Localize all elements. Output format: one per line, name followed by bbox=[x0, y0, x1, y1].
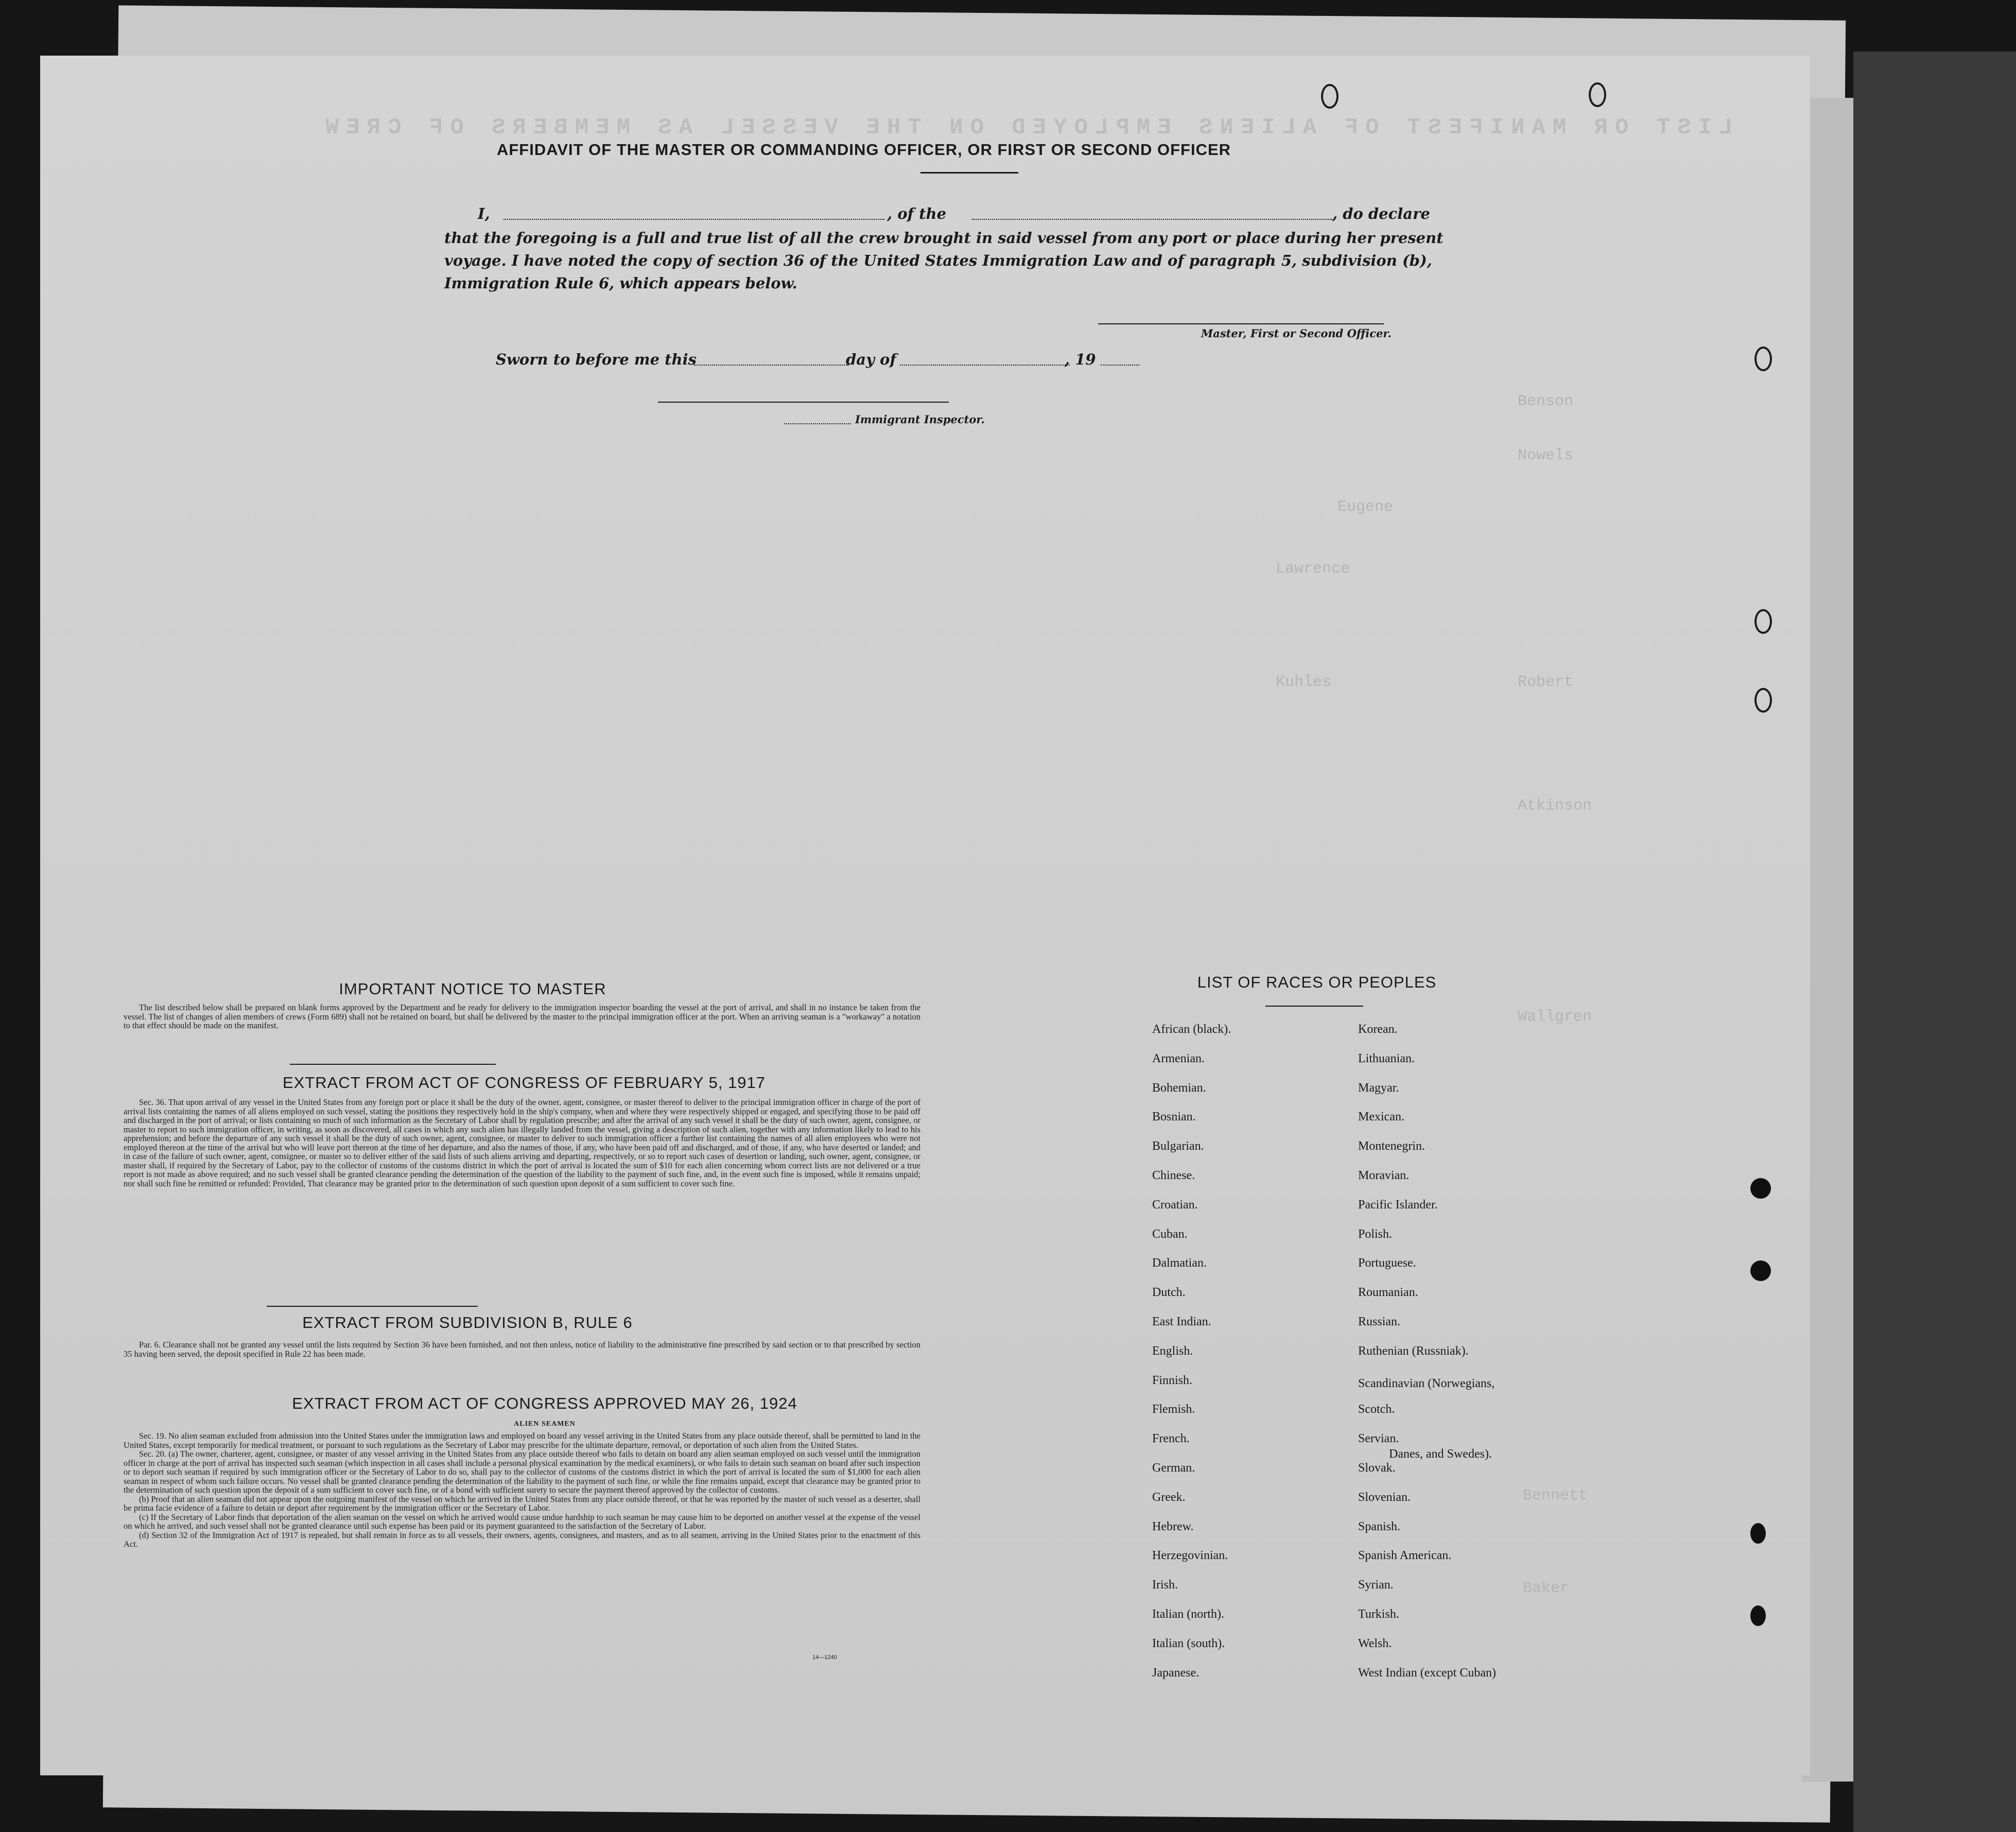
vessel-blank bbox=[972, 219, 1332, 220]
punch-hole bbox=[1754, 688, 1772, 713]
bleed-through-text: Atkinson bbox=[1518, 797, 1592, 815]
race-item: Spanish. bbox=[1358, 1519, 1401, 1533]
race-item: Hebrew. bbox=[1152, 1519, 1194, 1533]
extract-1924-title: EXTRACT FROM ACT OF CONGRESS APPROVED MAY 26, 1924 bbox=[292, 1394, 797, 1412]
bleed-through-text: Eugene bbox=[1337, 498, 1394, 516]
day-of-text: day of bbox=[846, 351, 896, 368]
bleed-through-text: Kuhles bbox=[1276, 673, 1332, 691]
extract-1917-title: EXTRACT FROM ACT OF CONGRESS OF FEBRUARY 5, 1917 bbox=[282, 1074, 766, 1092]
bleed-through-text: Benson bbox=[1518, 393, 1574, 410]
day-blank bbox=[694, 365, 848, 366]
extract-1924-text: Sec. 19. No alien seaman excluded from admission into the United States under the immigration laws and employed on board any vessel arriving in the United States from any place outside thereof, shall be permitted to land in the United States, except temporarily for medical treatment, or pursuant to such regulations as the Secretary of Labor may prescribe for the ultimate departure, removal, or deportation of such alien from the United States. Sec. 20. (a) The owner, charterer, agent, consignee, or master of any vessel arriving in the United States from any place outside thereof who fails to detain on board any alien seaman employed on such vessel until the immigration officer in charge at the port of arrival has inspected such seaman (which inspection in all cases shall include a personal physical examination by the medical examiners), or who fails to detain such seaman on board after such inspection or to deport such seaman if required by such immigration officer or the Secretary of Labor to do so, shall pay to the collector of customs of the customs district in which the port of arrival is located the sum of $1,000 for each alien seaman in respect of whom such failure occurs. No vessel shall be granted clearance pending the determination of the liability to the payment of such fine, or while the fine remains unpaid, except that clearance may be granted prior to the determination of such question upon the deposit of a sum sufficient to cover such fine, or of a bond with sufficient surety to secure the payment thereof approved by the collector of customs. (b) Proof that an alien seaman did not appear upon the outgoing manifest of the vessel on which he arrived in the United States from any place outside thereof, or that he was reported by the master of such vessel as a deserter, shall be prima facie evidence of a failure to detain or deport after requirement by the immigration officer or the Secretary of Labor. (c) If the Secretary of Labor finds that deportation of the alien seaman on the vessel on which he arrived would cause undue hardship to such seaman he may cause him to be deported on another vessel at the expense of the vessel on which he arrived, and such vessel shall not be granted clearance until such expense has been paid or its payment guaranteed to the satisfaction of the Secretary of Labor. (d) Section 32 of the Immigration Act of 1917 is repealed, but shall remain in force as to all vessels, their owners, agents, consignees, and masters, and as to all seamen, arriving in the United States prior to the enactment of this Act. bbox=[124, 1431, 920, 1549]
race-item: Welsh. bbox=[1358, 1636, 1392, 1650]
race-item: Italian (north). bbox=[1152, 1608, 1224, 1621]
punch-hole bbox=[1589, 82, 1606, 107]
affidavit-i: I, bbox=[478, 205, 490, 222]
extract-1917-text: Sec. 36. That upon arrival of any vessel in the United States from any foreign port or place it shall be the duty of the owner, agent, consignee, or master thereof to deliver to the principal immigration officer in charge of the port of arrival lists containing the names of all aliens employed on such vessel, stating the positions they respectively hold in the ship's company, when and where they were respectively shipped or engaged, and specifying those to be paid off and discharged in the port of arrival; or lists containing so much of such information as the Secretary of Labor shall by regulation prescribe; and after the arrival of any such vessel it shall be the duty of such owner, agent, consignee, or master to report to such immigration officer, in writing, as soon as discovered, all cases in which any such alien has illegally landed from the vessel, giving a description of such alien, together with any information likely to lead to his apprehension; and before the departure of any such vessel it shall be the duty of such owner, agent, consignee, or master to deliver to such immigration officer a further list containing the names of all alien employees who were not employed thereon at the time of the arrival but who will leave port thereon at the time of her departure, and also the names of those, if any, who have been paid off and discharged, and of those, if any, who have deserted or landed; and in case of the failure of such owner, agent, consignee, or master so to deliver either of the said lists of such aliens arriving and departing, respectively, or so to report such cases of desertion or landing, such owner, agent, consignee, or master shall, if required by the Secretary of Labor, pay to the collector of customs of the customs district in which the port of arrival is located the sum of $10 for each alien concerning whom correct lists are not delivered or a true report is not made as above required; and no such vessel shall be granted clearance pending the determination of the question of the liability to the payment of such fine, and, in the event such fine is imposed, while it remains unpaid; nor shall such fine be remitted or refunded: Provided, That clearance may be granted prior to the determination of such question upon deposit of a sum sufficient to cover such fine. bbox=[124, 1097, 920, 1188]
race-item: Scandinavian (Norwegians, bbox=[1358, 1376, 1495, 1390]
alien-seamen-subtitle: ALIEN SEAMEN bbox=[514, 1420, 576, 1428]
race-item: Croatian. bbox=[1152, 1198, 1198, 1212]
race-item: Lithuanian. bbox=[1358, 1051, 1415, 1065]
race-item: Magyar. bbox=[1358, 1081, 1399, 1095]
name-blank bbox=[503, 219, 884, 220]
bleed-through-text: Wallgren bbox=[1518, 1008, 1592, 1026]
title-underline bbox=[920, 172, 1018, 174]
race-item: Turkish. bbox=[1358, 1608, 1399, 1621]
bleed-through-text: Bennett bbox=[1523, 1487, 1588, 1505]
background-edge bbox=[1853, 51, 2016, 1832]
form-number: 14—1240 bbox=[812, 1654, 837, 1661]
punch-mark bbox=[1750, 1605, 1766, 1626]
race-item: Russian. bbox=[1358, 1315, 1401, 1328]
race-item: Moravian. bbox=[1358, 1169, 1410, 1182]
affidavit-line4: Immigration Rule 6, which appears below. bbox=[444, 274, 797, 292]
race-item: Syrian. bbox=[1358, 1578, 1394, 1592]
race-item: Chinese. bbox=[1152, 1169, 1195, 1182]
race-item: English. bbox=[1152, 1344, 1193, 1358]
punch-mark bbox=[1750, 1523, 1766, 1544]
extract-rule6-title: EXTRACT FROM SUBDIVISION B, RULE 6 bbox=[302, 1313, 633, 1332]
race-item: Cuban. bbox=[1152, 1227, 1188, 1241]
punch-mark bbox=[1750, 1178, 1771, 1199]
race-item: Pacific Islander. bbox=[1358, 1198, 1438, 1212]
race-item: Korean. bbox=[1358, 1023, 1398, 1036]
race-item: Herzegovinian. bbox=[1152, 1549, 1228, 1563]
race-item: German. bbox=[1152, 1461, 1195, 1475]
race-item: African (black). bbox=[1152, 1023, 1231, 1036]
punch-mark bbox=[1750, 1260, 1771, 1281]
race-item: Montenegrin. bbox=[1358, 1139, 1425, 1153]
punch-hole bbox=[1754, 609, 1772, 634]
race-item: Slovenian. bbox=[1358, 1490, 1411, 1504]
races-title: LIST OF RACES OR PEOPLES bbox=[1197, 973, 1437, 991]
manifest-back-page bbox=[40, 56, 1810, 1775]
master-signature-line bbox=[1098, 323, 1384, 324]
bleed-through-text: Lawrence bbox=[1276, 560, 1350, 578]
sworn-text: Sworn to before me this bbox=[496, 351, 697, 368]
race-item: Bohemian. bbox=[1152, 1081, 1206, 1095]
race-item: Flemish. bbox=[1152, 1403, 1195, 1416]
race-item: Japanese. bbox=[1152, 1666, 1200, 1680]
punch-hole bbox=[1754, 347, 1772, 371]
race-item: Ruthenian (Russniak). bbox=[1358, 1344, 1469, 1358]
affidavit-title: AFFIDAVIT OF THE MASTER OR COMMANDING OFFICER, OR FIRST OR SECOND OFFICER bbox=[496, 141, 1231, 159]
punch-hole bbox=[1321, 84, 1339, 109]
bleed-through-text: Robert bbox=[1518, 673, 1574, 691]
race-item: Roumanian. bbox=[1358, 1286, 1418, 1300]
race-item: Irish. bbox=[1152, 1578, 1178, 1592]
divider bbox=[267, 1306, 478, 1307]
race-item: Dalmatian. bbox=[1152, 1256, 1207, 1270]
race-item: Scotch. bbox=[1358, 1403, 1395, 1416]
affidavit-of-the: , of the bbox=[887, 205, 947, 222]
race-item: Servian. bbox=[1358, 1432, 1399, 1446]
races-underline bbox=[1265, 1006, 1363, 1007]
master-label: Master, First or Second Officer. bbox=[1201, 327, 1392, 340]
affidavit-declare: , do declare bbox=[1332, 205, 1430, 222]
race-item: Dutch. bbox=[1152, 1286, 1186, 1300]
bleed-through-text: Nowels bbox=[1518, 447, 1574, 464]
extract-rule6-text: Par. 6. Clearance shall not be granted any vessel until the lists required by Section 36 have been furnished, and not then unless, notice of liability to the administrative fine prescribed by said section or to that prescribed by section 35 having been served, the deposit specified in Rule 22 has been made. bbox=[124, 1340, 920, 1359]
race-item: Danes, and Swedes). bbox=[1389, 1447, 1492, 1461]
bleed-through-text: Baker bbox=[1523, 1580, 1570, 1597]
race-item: Bulgarian. bbox=[1152, 1139, 1204, 1153]
divider bbox=[290, 1064, 496, 1065]
month-blank bbox=[900, 365, 1070, 366]
year-blank bbox=[1101, 365, 1139, 366]
inspector-signature-line bbox=[658, 402, 949, 403]
race-item: French. bbox=[1152, 1432, 1190, 1446]
inspector-label: Immigrant Inspector. bbox=[855, 413, 985, 426]
race-item: Slovak. bbox=[1358, 1461, 1396, 1475]
race-item: Italian (south). bbox=[1152, 1636, 1225, 1650]
notice-text: The list described below shall be prepared on blank forms approved by the Department and be ready for delivery to the immigration inspector boarding the vessel at the port of arrival, and shall in no instance be taken from the vessel. The list of changes of alien members of crews (Form 689) shall not be retained on board, but shall be delivered by the master to the principal immigration officer at the port. When an arriving seaman is a "workaway" a notation to that effect should be made on the manifest. bbox=[124, 1003, 920, 1030]
race-item: Spanish American. bbox=[1358, 1549, 1452, 1563]
race-item: Greek. bbox=[1152, 1490, 1186, 1504]
race-item: West Indian (except Cuban) bbox=[1358, 1666, 1496, 1680]
notice-title: IMPORTANT NOTICE TO MASTER bbox=[339, 980, 606, 998]
affidavit-line3: voyage. I have noted the copy of section 36 of the United States Immigration Law and of paragraph 5, subdivision (b), bbox=[444, 252, 1432, 269]
race-item: East Indian. bbox=[1152, 1315, 1211, 1328]
year-text: , 19 bbox=[1065, 351, 1096, 368]
bleed-through-heading: LIST OR MANIFEST OF ALIENS EMPLOYED ON THE VESSEL AS MEMBERS OF CREW bbox=[318, 115, 1733, 141]
race-item: Portuguese. bbox=[1358, 1256, 1416, 1270]
race-item: Finnish. bbox=[1152, 1373, 1193, 1387]
affidavit-line2: that the foregoing is a full and true list of all the crew brought in said vessel from any port or place during her present bbox=[444, 229, 1444, 247]
inspector-dots bbox=[784, 423, 851, 424]
race-item: Bosnian. bbox=[1152, 1110, 1196, 1124]
race-item: Polish. bbox=[1358, 1227, 1393, 1241]
race-item: Armenian. bbox=[1152, 1051, 1205, 1065]
under-sheet-edge bbox=[1802, 98, 1858, 1782]
race-item: Mexican. bbox=[1358, 1110, 1404, 1124]
